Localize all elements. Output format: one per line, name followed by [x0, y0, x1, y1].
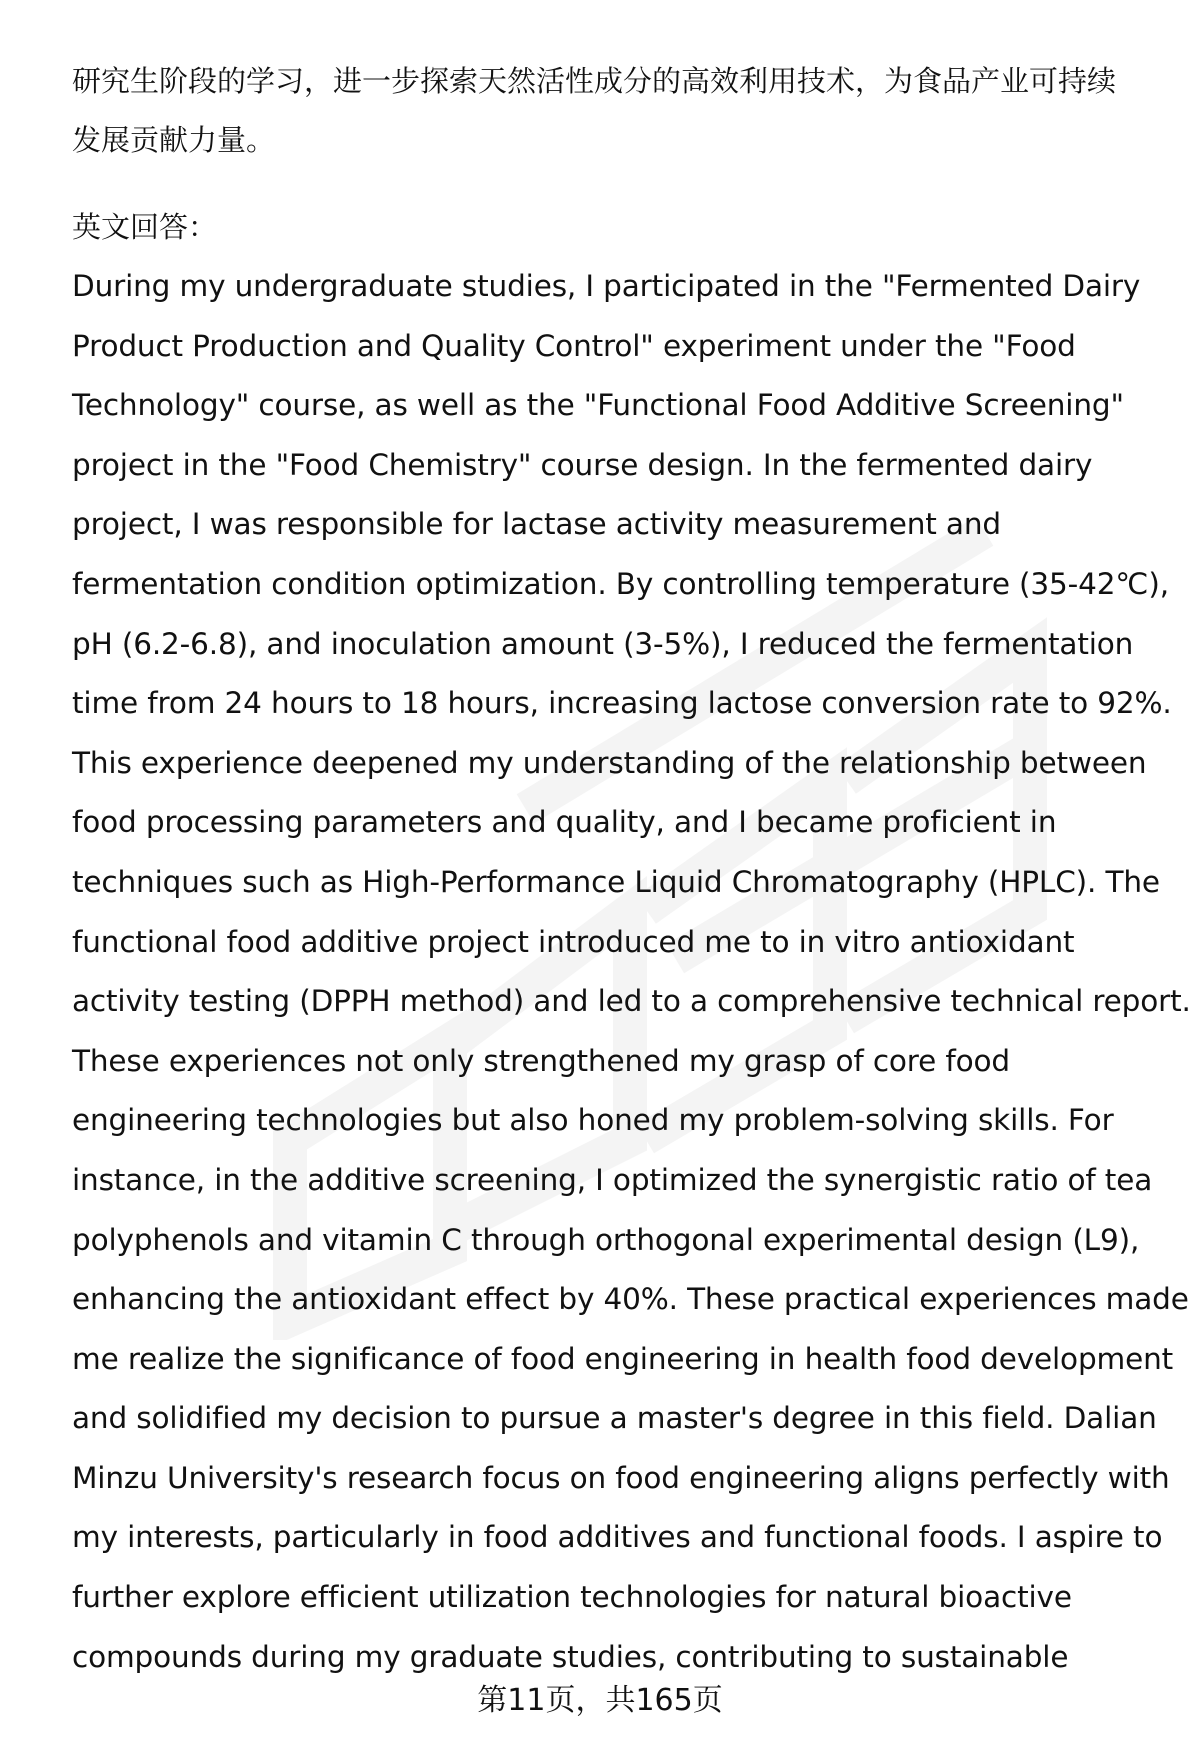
english-answer-line-15: engineering technologies but also honed my problem-solving skills. For [72, 1103, 1114, 1138]
english-answer-line-21: Minzu University's research focus on food engineering aligns perfectly with [72, 1460, 1170, 1495]
english-answer-line-17: polyphenols and vitamin C through orthogonal experimental design (L9), [72, 1222, 1140, 1257]
english-answer-line-22: my interests, particularly in food additives and functional foods. I aspire to [72, 1520, 1163, 1555]
chinese-answer-line-2: 发展贡献力量。 [72, 123, 276, 157]
page-number: 第11页，共165页 [477, 1683, 723, 1718]
english-answer-line-5: project, I was responsible for lactase activity measurement and [72, 507, 1001, 542]
english-answer-line-13: activity testing (DPPH method) and led to a comprehensive technical report. [72, 984, 1191, 1019]
english-answer-line-9: This experience deepened my understanding of the relationship between [72, 745, 1147, 780]
english-answer-line-1: During my undergraduate studies, I participated in the "Fermented Dairy [72, 269, 1141, 303]
english-answer-line-7: pH (6.2-6.8), and inoculation amount (3-5%), I reduced the fermentation [72, 626, 1134, 661]
english-answer-line-23: further explore efficient utilization technologies for natural bioactive [72, 1580, 1072, 1615]
english-answer-line-12: functional food additive project introduced me to in vitro antioxidant [72, 924, 1075, 959]
document-content [72, 52, 1191, 1687]
english-answer-line-8: time from 24 hours to 18 hours, increasing lactose conversion rate to 92%. [72, 686, 1172, 721]
english-answer-line-14: These experiences not only strengthened my grasp of core food [72, 1043, 1010, 1078]
english-answer-line-4: project in the "Food Chemistry" course design. In the fermented dairy [72, 447, 1093, 482]
english-answer-line-16: instance, in the additive screening, I optimized the synergistic ratio of tea [72, 1162, 1153, 1197]
english-answer-line-20: and solidified my decision to pursue a master's degree in this field. Dalian [72, 1401, 1157, 1436]
english-answer-line-3: Technology" course, as well as the "Functional Food Additive Screening" [72, 388, 1124, 423]
english-answer-heading: 英文回答： [72, 210, 218, 244]
english-answer-line-11: techniques such as High-Performance Liquid Chromatography (HPLC). The [72, 864, 1160, 899]
english-answer-line-19: me realize the significance of food engineering in health food development [72, 1341, 1174, 1376]
english-answer-line-2: Product Production and Quality Control" experiment under the "Food [72, 328, 1076, 363]
english-answer-line-6: fermentation condition optimization. By controlling temperature (35-42℃), [72, 566, 1169, 601]
chinese-answer-line-1: 研究生阶段的学习，进一步探索天然活性成分的高效利用技术，为食品产业可持续 [72, 64, 1117, 98]
english-answer-line-18: enhancing the antioxidant effect by 40%. These practical experiences made [72, 1282, 1189, 1317]
english-answer-line-24: compounds during my graduate studies, contributing to sustainable [72, 1639, 1069, 1674]
english-answer-line-10: food processing parameters and quality, and I became proficient in [72, 805, 1057, 840]
